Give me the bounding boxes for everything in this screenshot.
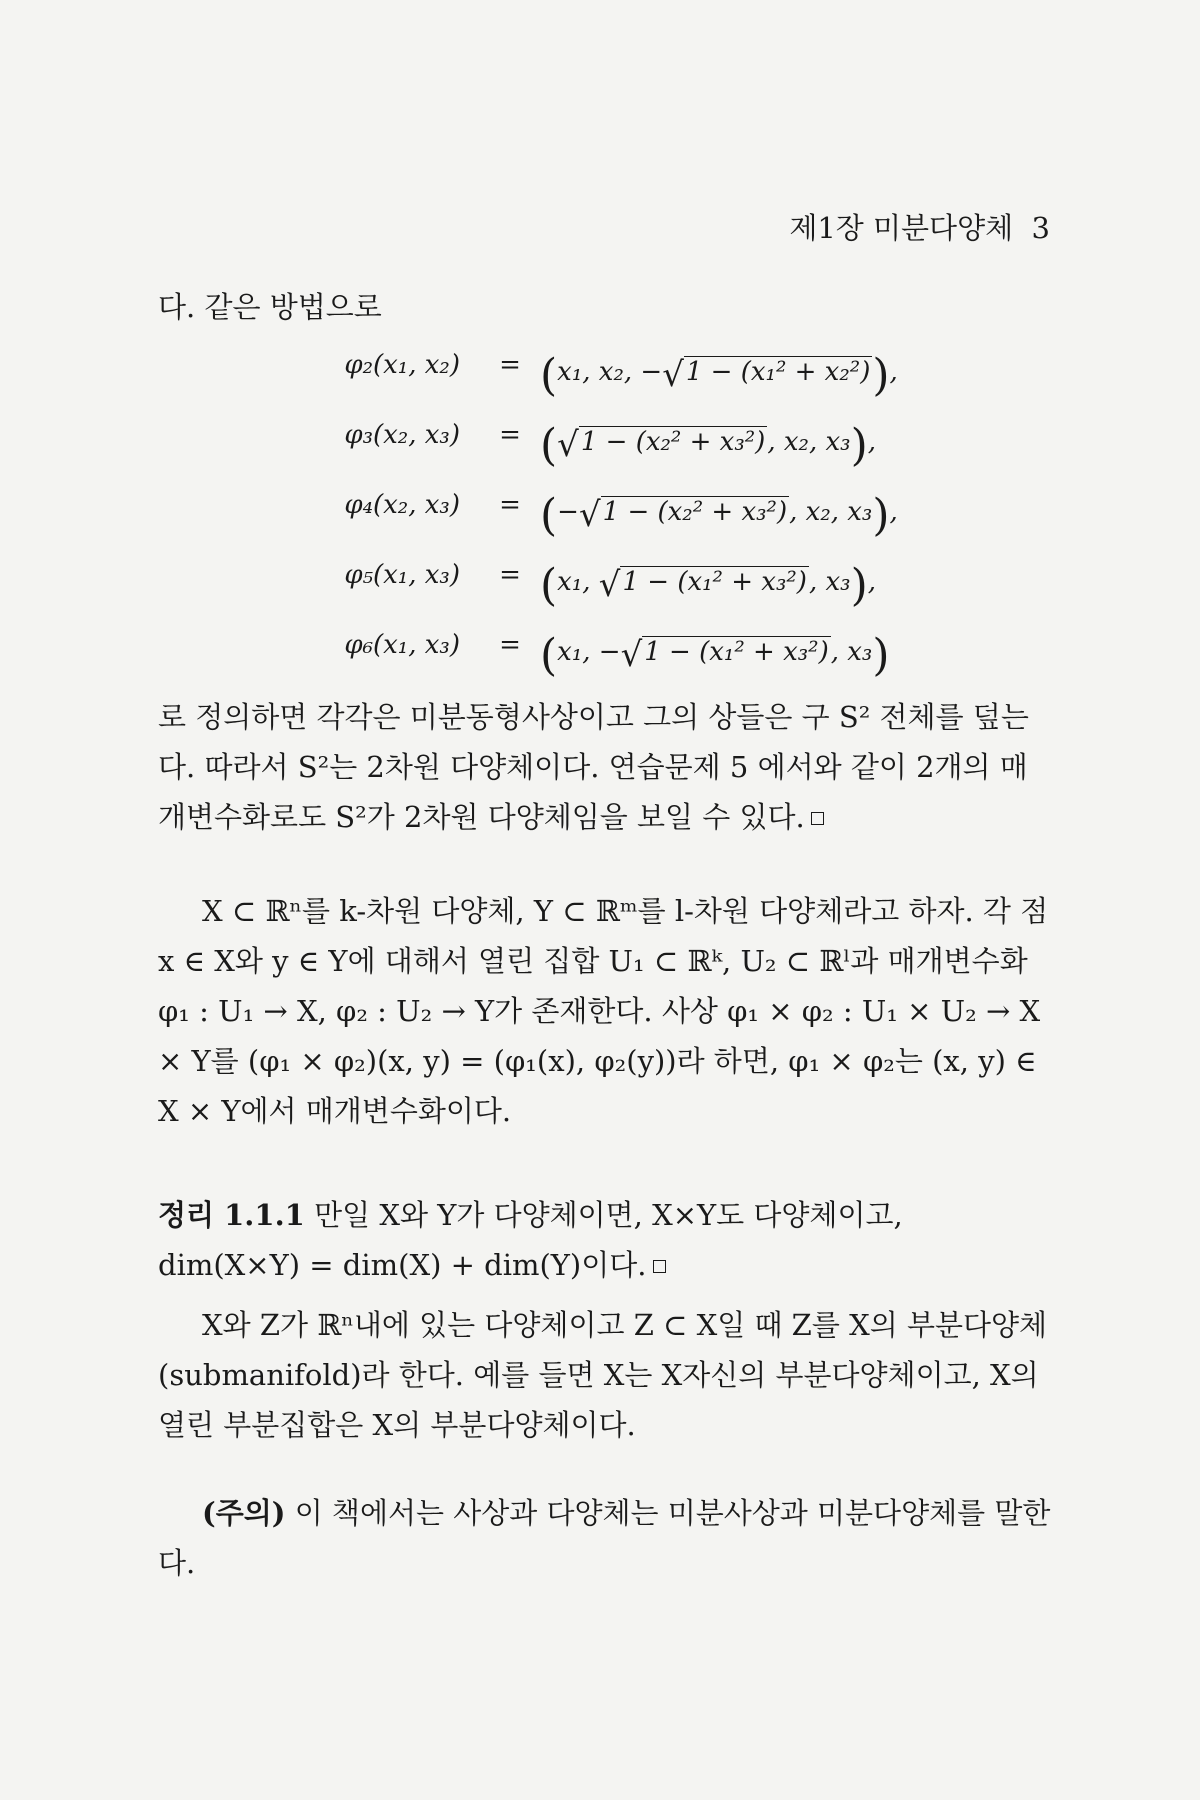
rhs-pre: − (557, 497, 579, 527)
rhs-post: , x₃ (830, 637, 873, 667)
equals-sign: = (499, 350, 521, 380)
paragraph-submanifold: X와 Z가 ℝⁿ내에 있는 다양체이고 Z ⊂ X일 때 Z를 X의 부분다양체(submanifold)라 한다. 예를 들면 X는 X자신의 부분다양체이고, X의 열린 부분집합은 X의 부분다양체이다. (158, 1308, 1048, 1442)
equation-row (300, 612, 1020, 682)
radical-sign: √ (620, 635, 643, 675)
theorem-label: 정리 1.1.1 (158, 1198, 305, 1232)
paragraph-product-parametrization: X ⊂ ℝⁿ를 k-차원 다양체, Y ⊂ ℝᵐ를 l-차원 다양체라고 하자. 각 점 x ∈ X와 y ∈ Y에 대해서 열린 집합 U₁ ⊂ ℝᵏ, U₂ ⊂ ℝˡ과 매개변수화 φ₁ : U₁ → X, φ₂ : U₂ → Y가 존재한다. 사상 φ₁ × φ₂ : U₁ × U₂ → X × Y를 (φ₁ × φ₂)(x, y) = (φ₁(x), φ₂(y))라 하면, φ₁ × φ₂는 (x, y) ∈ X × Y에서 매개변수화이다. (158, 894, 1049, 1128)
rhs-tail: , (867, 567, 877, 597)
radical-sign: √ (662, 355, 684, 395)
paragraph-text: 로 정의하면 각각은 미분동형사상이고 그의 상들은 구 S² 전체를 덮는다. 따라서 S²는 2차원 다양체이다. 연습문제 5 에서와 같이 2개의 매개변수화로도 S²가 2차원 다양체임을 보일 수 있다. (158, 700, 1029, 834)
equals-sign: = (499, 420, 521, 450)
theorem-1-1-1 (158, 1190, 1053, 1290)
rhs-post: , x₂, x₃ (789, 497, 873, 527)
equation-rhs: (x₁, √1 − (x₁² + x₃²), x₃), (540, 560, 877, 611)
radical-sign: √ (598, 565, 621, 605)
equation-lhs: φ₂(x₁, x₂) (344, 350, 460, 380)
rhs-pre: x₁, − (557, 637, 621, 667)
rhs-tail: , (889, 497, 898, 527)
equals-sign: = (499, 560, 521, 590)
rhs-tail: , (889, 357, 898, 387)
note-label: (주의) (202, 1496, 286, 1530)
running-header (760, 206, 1050, 247)
equation-row (300, 332, 1020, 402)
equation-rhs: (x₁, x₂, −√1 − (x₁² + x₂²)), (540, 350, 898, 401)
equation-row (300, 472, 1020, 542)
radicand: 1 − (x₂² + x₃²) (602, 497, 788, 527)
chapter-title: 제1장 미분다양체 (789, 211, 1014, 245)
rhs-pre: x₁, x₂, − (557, 357, 663, 387)
radical-sign: √ (578, 495, 601, 535)
equals-sign: = (499, 630, 521, 660)
radicand: 1 − (x₂² + x₃²) (580, 427, 766, 457)
qed-square-icon (811, 812, 824, 825)
equation-rhs: (x₁, −√1 − (x₁² + x₃²), x₃) (540, 630, 890, 681)
equation-row (300, 402, 1020, 472)
note-paragraph (158, 1488, 1053, 1588)
radicand: 1 − (x₁² + x₃²) (622, 567, 807, 597)
radicand: 1 − (x₁² + x₂²) (685, 357, 871, 387)
theorem-text: 만일 X와 Y가 다양체이면, X×Y도 다양체이고, dim(X×Y) = dim(X) + dim(Y)이다. (158, 1198, 903, 1282)
equation-lhs: φ₅(x₁, x₃) (344, 560, 460, 590)
equation-lhs: φ₆(x₁, x₃) (344, 630, 460, 660)
note-text: 이 책에서는 사상과 다양체는 미분사상과 미분다양체를 말한다. (158, 1496, 1051, 1580)
equals-sign: = (499, 490, 521, 520)
equation-lhs: φ₄(x₂, x₃) (344, 490, 460, 520)
page-number: 3 (1031, 211, 1050, 245)
equation-rhs: (−√1 − (x₂² + x₃²), x₂, x₃), (540, 490, 898, 541)
rhs-pre: x₁, (557, 567, 599, 597)
equation-array (300, 332, 1020, 682)
rhs-post: , x₂, x₃ (767, 427, 851, 457)
lead-text: 다. 같은 방법으로 (158, 290, 382, 324)
equation-rhs: (√1 − (x₂² + x₃²), x₂, x₃), (540, 420, 876, 471)
equation-lhs: φ₃(x₂, x₃) (344, 420, 460, 450)
rhs-tail: , (867, 427, 876, 457)
radicand: 1 − (x₁² + x₃²) (644, 637, 829, 667)
rhs-post: , x₃ (808, 567, 851, 597)
radical-sign: √ (557, 425, 579, 465)
paragraph-sphere-manifold (158, 692, 1053, 842)
equation-row (300, 542, 1020, 612)
qed-square-icon (653, 1260, 666, 1273)
